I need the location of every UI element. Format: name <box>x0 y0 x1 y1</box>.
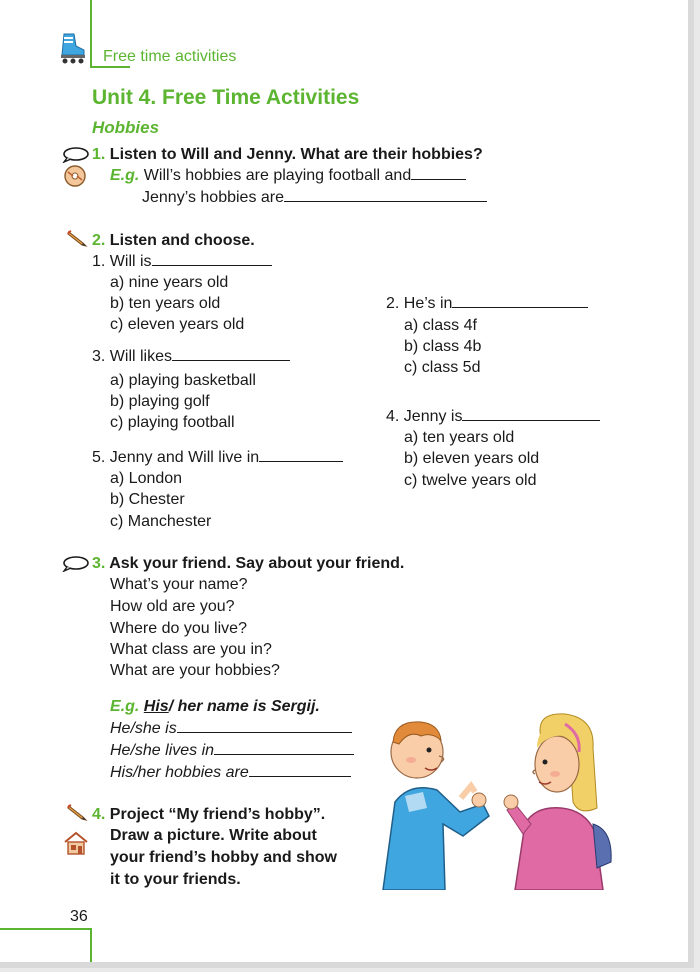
answer-blank[interactable] <box>214 740 354 755</box>
question-2-option-c[interactable]: c) class 5d <box>404 359 481 376</box>
pencil-icon <box>66 228 90 248</box>
question-5-option-b[interactable]: b) Chester <box>110 491 185 508</box>
task-3-line-2-text: He/she lives in <box>110 742 215 759</box>
page-number: 36 <box>70 908 88 925</box>
task-3-eg-his: His <box>143 698 169 715</box>
task-3-line-1-text: He/she is <box>110 720 177 737</box>
speech-bubble-icon <box>62 556 90 572</box>
task-3-eg-rest: / her name is Sergij. <box>168 698 320 715</box>
question-5-option-a[interactable]: a) London <box>110 470 183 487</box>
task-3-question: Where do you live? <box>110 620 247 637</box>
question-1-text: 1. Will is <box>92 253 152 270</box>
task-1-example-line-2 <box>142 187 487 208</box>
task-4-number: 4. <box>92 806 106 823</box>
task-3-eg-label: E.g. <box>110 698 140 715</box>
answer-blank[interactable] <box>172 346 290 361</box>
task-4-text-3: your friend’s hobby and show <box>110 849 337 866</box>
header-rule-horizontal <box>90 66 130 68</box>
task-3-example <box>110 696 320 717</box>
header-rule <box>90 0 92 66</box>
question-2-option-b[interactable]: b) class 4b <box>404 338 482 355</box>
answer-blank[interactable] <box>411 165 466 180</box>
pencil-icon <box>66 802 90 822</box>
question-2-stem <box>386 293 588 314</box>
question-4-stem <box>386 406 600 427</box>
question-1-stem <box>92 251 272 272</box>
answer-blank[interactable] <box>462 406 600 421</box>
task-3-question: How old are you? <box>110 598 235 615</box>
home-task-icon <box>62 830 90 856</box>
speech-bubble-icon <box>62 147 90 163</box>
task-4-text-4: it to your friends. <box>110 871 241 888</box>
girl-figure <box>504 714 611 890</box>
task-3-line-2 <box>110 740 354 761</box>
answer-blank[interactable] <box>259 447 343 462</box>
question-3-option-c[interactable]: c) playing football <box>110 414 235 431</box>
task-3-question: What’s your name? <box>110 576 248 593</box>
question-4-option-c[interactable]: c) twelve years old <box>404 472 537 489</box>
task-2-number: 2. <box>92 232 106 249</box>
question-3-stem <box>92 346 290 367</box>
task-1-instruction <box>92 144 483 165</box>
question-1-option-c[interactable]: c) eleven years old <box>110 316 245 333</box>
task-3-line-3-text: His/her hobbies are <box>110 764 249 781</box>
audio-disc-icon <box>63 164 87 188</box>
unit-title: Unit 4. Free Time Activities <box>92 86 360 109</box>
answer-blank[interactable] <box>452 293 588 308</box>
task-3-question: What are your hobbies? <box>110 662 280 679</box>
task-3-number: 3. <box>92 555 106 572</box>
task-1-eg-label: E.g. <box>110 167 140 184</box>
question-4-option-b[interactable]: b) eleven years old <box>404 450 540 467</box>
section-title: Hobbies <box>92 118 160 137</box>
task-1-example-line-1 <box>110 165 466 186</box>
answer-blank[interactable] <box>177 718 352 733</box>
task-1-text: Listen to Will and Jenny. What are their hobbies? <box>109 146 483 163</box>
children-talking-illustration <box>365 712 625 890</box>
task-3-question: What class are you in? <box>110 641 272 658</box>
question-4-option-a[interactable]: a) ten years old <box>404 429 515 446</box>
task-4-text-2: Draw a picture. Write about <box>110 827 317 844</box>
question-3-option-b[interactable]: b) playing golf <box>110 393 210 410</box>
question-5-text: 5. Jenny and Will live in <box>92 449 260 466</box>
footer-rule-vertical <box>90 928 92 968</box>
question-4-text: 4. Jenny is <box>386 408 463 425</box>
task-1-number: 1. <box>92 146 106 163</box>
task-1-example-text-1: Will’s hobbies are playing football and <box>143 167 412 184</box>
boy-figure <box>383 722 489 890</box>
question-2-option-a[interactable]: a) class 4f <box>404 317 477 334</box>
task-3-line-3 <box>110 762 351 783</box>
answer-blank[interactable] <box>152 251 272 266</box>
footer-rule <box>0 928 90 930</box>
task-3-instruction <box>92 553 404 574</box>
question-2-text: 2. He’s in <box>386 295 453 312</box>
question-3-text: 3. Will likes <box>92 348 173 365</box>
task-1-example-text-2: Jenny’s hobbies are <box>142 189 285 206</box>
task-2-instruction <box>92 230 255 251</box>
question-1-option-a[interactable]: a) nine years old <box>110 274 229 291</box>
task-4-instruction <box>92 804 325 825</box>
task-4-text-1: Project “My friend’s hobby”. <box>109 806 326 823</box>
question-3-option-a[interactable]: a) playing basketball <box>110 372 256 389</box>
question-1-option-b[interactable]: b) ten years old <box>110 295 221 312</box>
task-3-line-1 <box>110 718 352 739</box>
answer-blank[interactable] <box>284 187 487 202</box>
question-5-stem <box>92 447 343 468</box>
header-title: Free time activities <box>103 48 237 65</box>
answer-blank[interactable] <box>249 762 351 777</box>
task-3-text: Ask your friend. Say about your friend. <box>109 555 405 572</box>
roller-skate-icon <box>56 30 90 64</box>
task-2-text: Listen and choose. <box>109 232 255 249</box>
question-5-option-c[interactable]: c) Manchester <box>110 513 212 530</box>
